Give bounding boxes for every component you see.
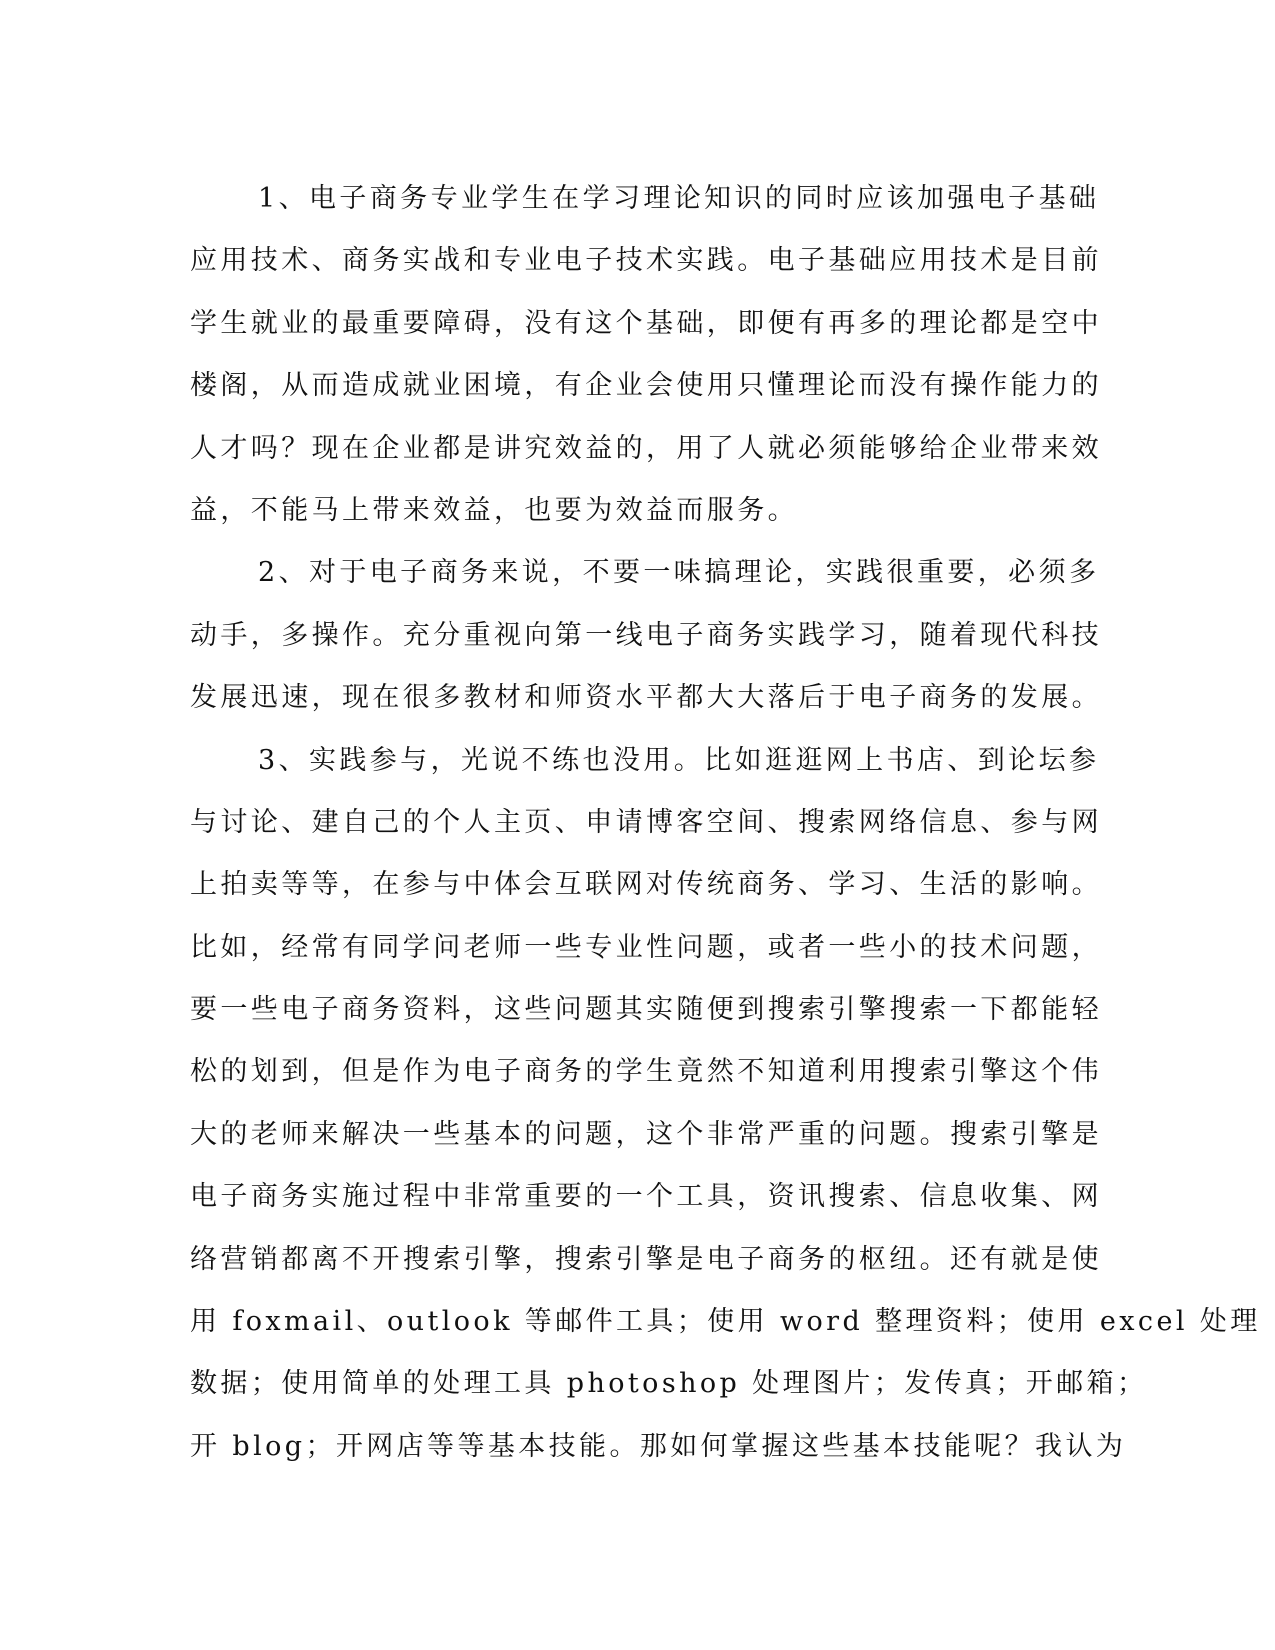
text-line: 学生就业的最重要障碍，没有这个基础，即便有再多的理论都是空中 xyxy=(190,307,1102,339)
text-line: 数据；使用简单的处理工具 photoshop 处理图片；发传真；开邮箱； xyxy=(190,1368,1148,1400)
text-line: 楼阁，从而造成就业困境，有企业会使用只懂理论而没有操作能力的 xyxy=(190,370,1102,402)
text-line: 上拍卖等等，在参与中体会互联网对传统商务、学习、生活的影响。 xyxy=(190,869,1102,901)
text-line: 应用技术、商务实战和专业电子技术实践。电子基础应用技术是目前 xyxy=(190,245,1102,277)
text-line: 2、对于电子商务来说，不要一味搞理论，实践很重要，必须多 xyxy=(258,557,1100,589)
text-line: 松的划到，但是作为电子商务的学生竟然不知道利用搜索引擎这个伟 xyxy=(190,1056,1102,1088)
text-line: 络营销都离不开搜索引擎，搜索引擎是电子商务的枢纽。还有就是使 xyxy=(190,1243,1102,1275)
text-line: 动手，多操作。充分重视向第一线电子商务实践学习，随着现代科技 xyxy=(190,619,1102,651)
body-text xyxy=(190,168,1261,1478)
text-line: 人才吗？现在企业都是讲究效益的，用了人就必须能够给企业带来效 xyxy=(190,432,1102,464)
text-line: 开 blog；开网店等等基本技能。那如何掌握这些基本技能呢？我认为 xyxy=(190,1430,1127,1462)
text-line: 益，不能马上带来效益，也要为效益而服务。 xyxy=(190,494,798,526)
text-line: 大的老师来解决一些基本的问题，这个非常严重的问题。搜索引擎是 xyxy=(190,1118,1102,1150)
text-line: 要一些电子商务资料，这些问题其实随便到搜索引擎搜索一下都能轻 xyxy=(190,994,1102,1026)
text-line: 与讨论、建自己的个人主页、申请博客空间、搜索网络信息、参与网 xyxy=(190,806,1102,838)
text-line: 1、电子商务专业学生在学习理论知识的同时应该加强电子基础 xyxy=(258,183,1100,214)
text-line: 发展迅速，现在很多教材和师资水平都大大落后于电子商务的发展。 xyxy=(190,682,1102,714)
text-line: 用 foxmail、outlook 等邮件工具；使用 word 整理资料；使用 excel 处理 xyxy=(190,1306,1261,1338)
text-line: 比如，经常有同学问老师一些专业性问题，或者一些小的技术问题， xyxy=(190,931,1102,963)
text-line: 电子商务实施过程中非常重要的一个工具，资讯搜索、信息收集、网 xyxy=(190,1181,1102,1213)
text-line: 3、实践参与，光说不练也没用。比如逛逛网上书店、到论坛参 xyxy=(258,744,1100,776)
